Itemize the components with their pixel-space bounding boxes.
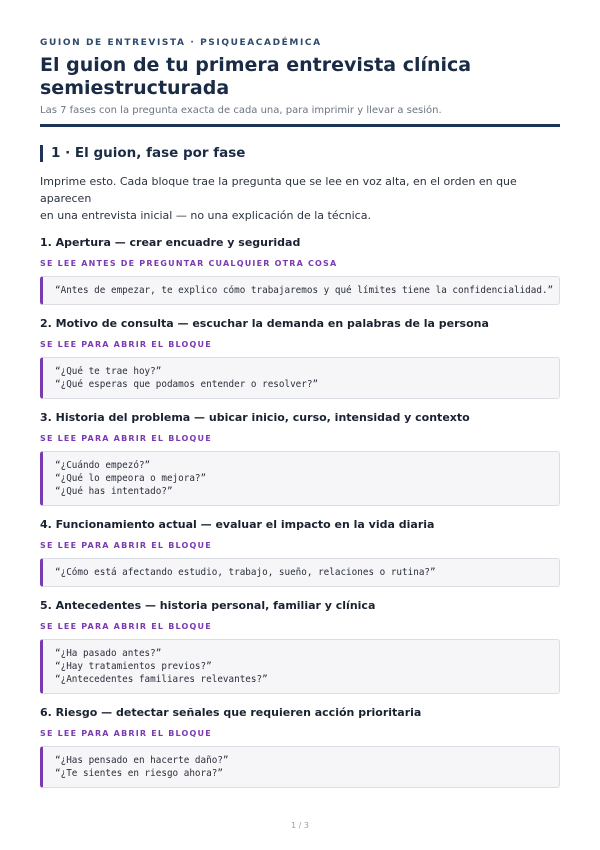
page-number: 1 / 3	[291, 821, 309, 830]
phase-list	[40, 236, 560, 788]
section-intro-line-1: Imprime esto. Cada bloque trae la pregunta que se lee en voz alta, en el orden en que aparecen	[40, 175, 517, 205]
question-line: “¿Cuándo empezó?”	[55, 460, 151, 471]
page-title-line-1: El guion de tu primera entrevista clínica	[40, 54, 472, 76]
phase-title: 6. Riesgo — detectar señales que requieren acción prioritaria	[40, 706, 422, 719]
phase-title: 5. Antecedentes — historia personal, familiar y clínica	[40, 599, 376, 612]
question-line: “¿Te sientes en riesgo ahora?”	[55, 768, 223, 779]
section-intro-line-2: en una entrevista inicial — no una explicación de la técnica.	[40, 209, 371, 222]
phase-block	[40, 599, 560, 694]
question-box	[40, 639, 560, 694]
phase-title: 4. Funcionamiento actual — evaluar el impacto en la vida diaria	[40, 518, 435, 531]
question-line: “¿Qué esperas que podamos entender o resolver?”	[55, 379, 319, 390]
phase-block	[40, 706, 560, 788]
phase-read-label: SE LEE ANTES DE PREGUNTAR CUALQUIER OTRA COSA	[40, 259, 338, 268]
header-kicker: GUION DE ENTREVISTA · PSIQUEACADÉMICA	[40, 38, 322, 48]
page-title-line-2: semiestructurada	[40, 77, 230, 99]
section-heading	[40, 144, 560, 162]
question-line: “¿Qué lo empeora o mejora?”	[55, 473, 207, 484]
page-subtitle: Las 7 fases con la pregunta exacta de cada una, para imprimir y llevar a sesión.	[40, 105, 442, 116]
question-line: “¿Ha pasado antes?”	[55, 648, 162, 659]
phase-read-label: SE LEE PARA ABRIR EL BLOQUE	[40, 622, 212, 631]
phase-read-label: SE LEE PARA ABRIR EL BLOQUE	[40, 729, 212, 738]
question-line: “¿Antecedentes familiares relevantes?”	[55, 674, 268, 685]
question-line: “¿Cómo está afectando estudio, trabajo, sueño, relaciones o rutina?”	[55, 567, 436, 578]
question-line: “¿Qué has intentado?”	[55, 486, 173, 497]
page-title	[40, 54, 560, 100]
question-line: “¿Has pensado en hacerte daño?”	[55, 755, 229, 766]
phase-block	[40, 236, 560, 305]
section-accent-bar	[40, 145, 43, 162]
document-page	[40, 38, 560, 788]
question-box	[40, 558, 560, 587]
phase-title: 3. Historia del problema — ubicar inicio, curso, intensidad y contexto	[40, 411, 470, 424]
phase-title: 1. Apertura — crear encuadre y seguridad	[40, 236, 301, 249]
question-box	[40, 357, 560, 399]
section-title: 1 · El guion, fase por fase	[51, 145, 246, 161]
phase-block	[40, 411, 560, 506]
question-line: “¿Qué te trae hoy?”	[55, 366, 162, 377]
question-line: “¿Hay tratamientos previos?”	[55, 661, 212, 672]
phase-read-label: SE LEE PARA ABRIR EL BLOQUE	[40, 541, 212, 550]
phase-title: 2. Motivo de consulta — escuchar la demanda en palabras de la persona	[40, 317, 489, 330]
question-line: “Antes de empezar, te explico cómo trabajaremos y qué límites tiene la confidencialidad.”	[55, 285, 554, 296]
question-box	[40, 746, 560, 788]
phase-block	[40, 518, 560, 587]
section-intro	[40, 173, 560, 224]
phase-read-label: SE LEE PARA ABRIR EL BLOQUE	[40, 340, 212, 349]
phase-block	[40, 317, 560, 399]
question-box	[40, 276, 560, 305]
question-box	[40, 451, 560, 506]
header-divider	[40, 124, 560, 127]
phase-read-label: SE LEE PARA ABRIR EL BLOQUE	[40, 434, 212, 443]
